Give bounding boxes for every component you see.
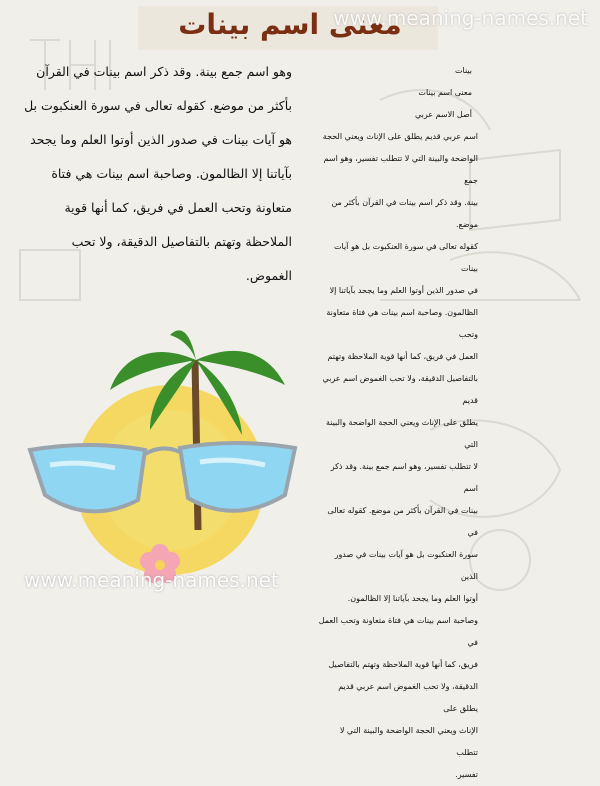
main-description-line: وهو اسم جمع بينة. وقد ذكر اسم بينات في القرآن bbox=[36, 64, 292, 79]
side-header-name: بينات bbox=[454, 66, 472, 75]
main-description-line: هو آيات بينات في صدور الذين أوتوا العلم وما يجحد bbox=[30, 132, 292, 147]
side-text-line: اسم عربي قديم يطلق على الإناث ويعني الحجة bbox=[322, 132, 478, 141]
main-description-line: بآياتنا إلا الظالمون. وصاحبة اسم بينات هي فتاة bbox=[51, 166, 292, 181]
side-header-origin: أصل الاسم عربي bbox=[414, 110, 472, 119]
side-text bbox=[318, 126, 478, 786]
main-description-line: الغموض. bbox=[245, 268, 292, 283]
side-text-line: الظالمون. وصاحبة اسم بينات هي فتاة متعاونة وتحب bbox=[326, 308, 478, 339]
side-text-line: سورة العنكبوت بل هو آيات بينات في صدور الذين bbox=[334, 550, 478, 581]
main-description-line: بأكثر من موضع. كقوله تعالى في سورة العنكبوت بل bbox=[24, 98, 292, 113]
side-text-line: بالتفاصيل الدقيقة، ولا تحب الغموض اسم عربي قديم bbox=[322, 374, 478, 405]
side-text-line: وصاحبة اسم بينات هي فتاة متعاونة وتحب العمل في bbox=[318, 616, 478, 647]
beach-illustration bbox=[20, 330, 300, 600]
side-text-line: الدقيقة، ولا تحب الغموض اسم عربي قديم يطلق على bbox=[338, 682, 478, 713]
site-watermark-top: www.meaning-names.net bbox=[333, 6, 588, 30]
side-text-line: العمل في فريق، كما أنها قوية الملاحظة وتهتم bbox=[327, 352, 478, 361]
side-text-line: الإناث ويعني الحجة الواضحة والبينة التي لا تتطلب bbox=[339, 726, 478, 757]
side-text-line: أوتوا العلم وما يجحد بآياتنا إلا الظالمون. bbox=[347, 594, 478, 603]
main-description bbox=[14, 55, 292, 293]
page-title: معنى اسم بينات bbox=[178, 8, 402, 41]
side-text-line: في صدور الذين أوتوا العلم وما يجحد بآياتنا إلا bbox=[329, 286, 478, 295]
side-text-line: بينات في القرآن بأكثر من موضع. كقوله تعالى في bbox=[327, 506, 478, 537]
side-text-line: الواضحة والبينة التي لا تتطلب تفسير، وهو اسم جمع bbox=[323, 154, 478, 185]
side-description bbox=[318, 60, 478, 786]
side-text-line: بينة. وقد ذكر اسم بينات في القرآن بأكثر من موضع. bbox=[331, 198, 478, 229]
main-description-line: الملاحظة وتهتم بالتفاصيل الدقيقة، ولا تحب bbox=[71, 234, 292, 249]
side-text-line: تفسير. bbox=[455, 770, 478, 779]
side-text-line: يطلق على الإناث ويعني الحجة الواضحة والبينة التي bbox=[325, 418, 478, 449]
side-header-meaning: معنى اسم بينات bbox=[418, 88, 472, 97]
side-text-line: كقوله تعالى في سورة العنكبوت بل هو آيات بينات bbox=[333, 242, 478, 273]
side-text-line: لا تتطلب تفسير، وهو اسم جمع بينة. وقد ذكر اسم bbox=[330, 462, 478, 493]
main-description-line: متعاونة وتحب العمل في فريق، كما أنها قوية bbox=[64, 200, 292, 215]
side-text-line: فريق، كما أنها قوية الملاحظة وتهتم بالتفاصيل bbox=[328, 660, 478, 669]
site-watermark-bottom: www.meaning-names.net bbox=[24, 568, 279, 592]
